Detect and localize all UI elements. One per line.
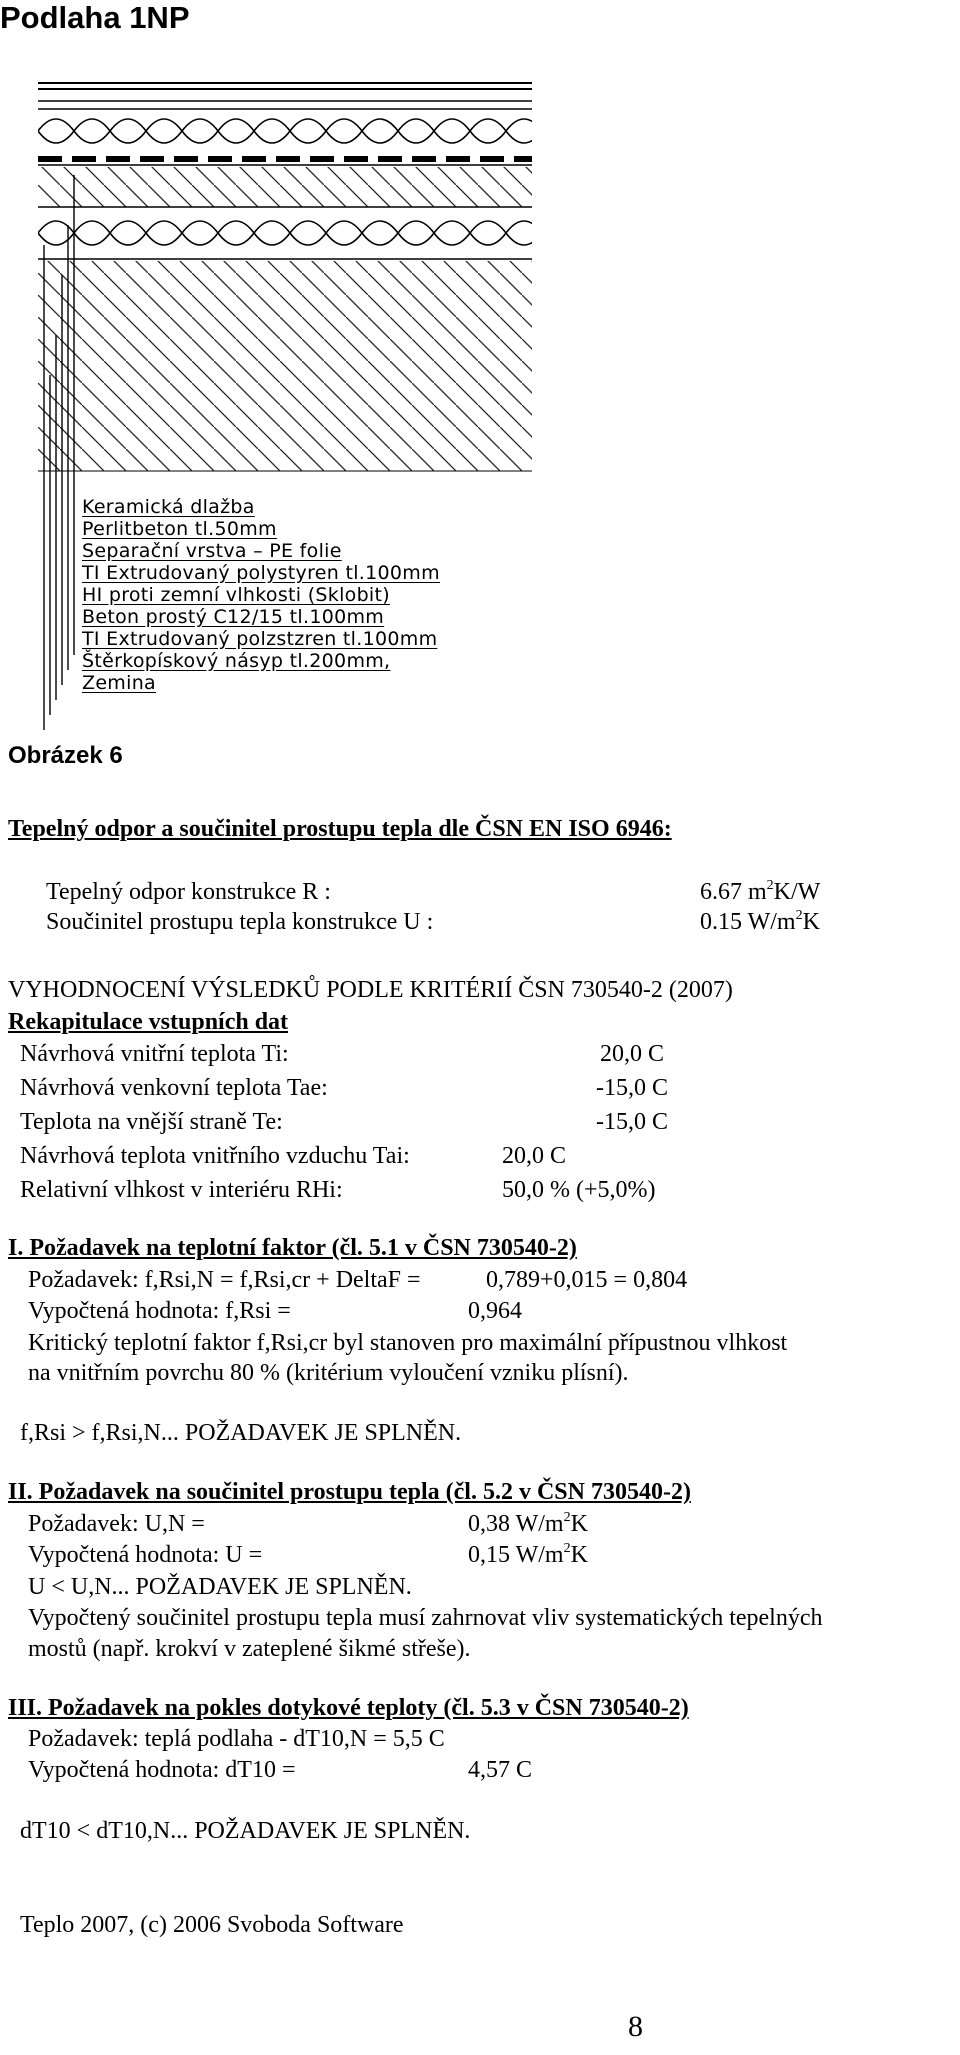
legend-item: Zemina: [82, 672, 156, 694]
section3-result: dT10 < dT10,N... POŽADAVEK JE SPLNĚN.: [20, 1818, 471, 1844]
section1-req-label: Požadavek: f,Rsi,N = f,Rsi,cr + DeltaF =: [28, 1267, 421, 1293]
r-value: 6.67 $m^2K/W$: [700, 878, 821, 905]
legend-item: Perlitbeton tl.50mm: [82, 518, 277, 540]
section3-calc-label: Vypočtená hodnota: dT10 =: [28, 1757, 296, 1783]
input-label: Relativní vlhkost v interiéru RHi:: [20, 1177, 343, 1203]
section1-note: Kritický teplotní faktor f,Rsi,cr byl stanoven pro maximální přípustnou vlhkost: [28, 1330, 788, 1356]
section1-calc-label: Vypočtená hodnota: f,Rsi =: [28, 1298, 291, 1324]
section2-req-label: Požadavek: U,N =: [28, 1511, 205, 1537]
figure-caption: Obrázek 6: [8, 742, 123, 769]
page-title: Podlaha 1NP: [0, 0, 190, 35]
legend-item: TI Extrudovaný polzstzren tl.100mm: [82, 628, 438, 650]
section2-note: Vypočtený součinitel prostupu tepla musí zahrnovat vliv systematických tepelných: [28, 1605, 823, 1631]
recap-heading: Rekapitulace vstupních dat: [8, 1009, 289, 1035]
input-label: Návrhová teplota vnitřního vzduchu Tai:: [20, 1143, 410, 1169]
section2-note: mostů (např. krokví v zateplené šikmé střeše).: [28, 1636, 471, 1662]
legend-item: Štěrkopískový násyp tl.200mm,: [82, 650, 391, 672]
legend-item: HI proti zemní vlhkosti (Sklobit): [82, 584, 390, 606]
footer-credit: Teplo 2007, (c) 2006 Svoboda Software: [20, 1912, 404, 1938]
section3-heading: III. Požadavek na pokles dotykové teploty (čl. 5.3 v ČSN 730540-2): [8, 1695, 689, 1721]
section2-calc-label: Vypočtená hodnota: U =: [28, 1542, 263, 1568]
insulation-layer-1: [38, 119, 532, 143]
u-value: 0.15 $W/m^2K$: [700, 908, 820, 935]
section3-calc-value: 4,57 C: [468, 1757, 533, 1783]
u-label: Součinitel prostupu tepla konstrukce U :: [46, 909, 434, 935]
section1-note: na vnitřním povrchu 80 % (kritérium vyloučení vzniku plísní).: [28, 1360, 629, 1386]
r-label: Tepelný odpor konstrukce R :: [46, 879, 331, 905]
section1-req-value: 0,789+0,015 = 0,804: [486, 1267, 688, 1293]
section1-heading: I. Požadavek na teplotní faktor (čl. 5.1 v ČSN 730540-2): [8, 1235, 577, 1261]
page-number: 8: [628, 2010, 643, 2043]
input-value: 20,0 C: [502, 1143, 567, 1169]
insulation-layer-2: [38, 221, 532, 245]
section2-result: U < U,N... POŽADAVEK JE SPLNĚN.: [28, 1574, 412, 1600]
section2-req-value: 0,38 $W/m^2K$: [468, 1510, 588, 1537]
input-label: Návrhová vnitřní teplota Ti:: [20, 1041, 289, 1067]
thermal-heading: Tepelný odpor a součinitel prostupu tepla dle ČSN EN ISO 6946:: [8, 816, 672, 842]
legend-item: Separační vrstva – PE folie: [82, 540, 342, 562]
section2-calc-value: 0,15 $W/m^2K$: [468, 1541, 588, 1568]
legend-item: Keramická dlažba: [82, 496, 255, 518]
input-label: Teplota na vnější straně Te:: [20, 1109, 283, 1135]
input-value: -15,0 C: [596, 1075, 668, 1101]
section1-calc-value: 0,964: [468, 1298, 522, 1324]
input-value: 20,0 C: [600, 1041, 665, 1067]
section3-req: Požadavek: teplá podlaha - dT10,N = 5,5 C: [28, 1726, 445, 1752]
section2-heading: II. Požadavek na součinitel prostupu tepla (čl. 5.2 v ČSN 730540-2): [8, 1479, 691, 1505]
section1-result: f,Rsi > f,Rsi,N... POŽADAVEK JE SPLNĚN.: [20, 1420, 462, 1446]
drawing-legend: [82, 496, 440, 694]
input-label: Návrhová venkovní teplota Tae:: [20, 1075, 328, 1101]
input-value: 50,0 % (+5,0%): [502, 1177, 656, 1203]
input-value: -15,0 C: [596, 1109, 668, 1135]
legend-item: Beton prostý C12/15 tl.100mm: [82, 606, 385, 628]
evaluation-heading: VYHODNOCENÍ VÝSLEDKŮ PODLE KRITÉRIÍ ČSN 730540-2 (2007): [8, 977, 733, 1003]
legend-item: TI Extrudovaný polystyren tl.100mm: [82, 562, 440, 584]
